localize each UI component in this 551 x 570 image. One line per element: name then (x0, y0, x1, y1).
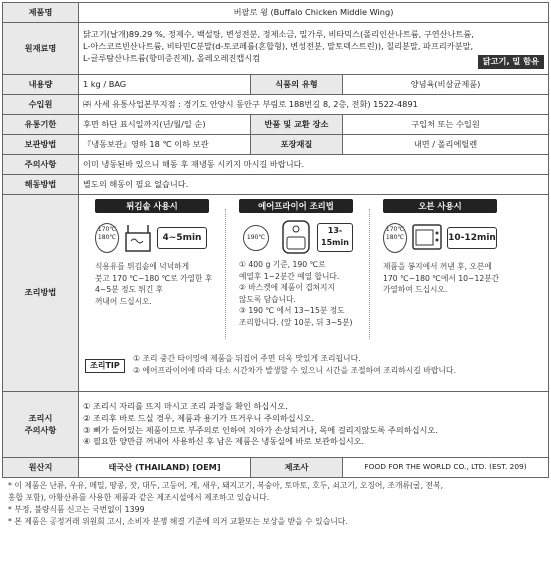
panel-divider (369, 209, 370, 339)
oven-instructions: 제품을 봉지에서 꺼낸 후, 오븐에 170 ℃~180 ℃에서 10~12분간 가열하여 드십시오. (383, 262, 500, 295)
origin-label: 원산지 (3, 458, 79, 478)
fryer-instructions: 식용유를 튀김솥에 넉넉하게 붓고 170 ℃~180 ℃로 가열한 후 4~5분 정도 튀긴 후 꺼내어 드십시오. (95, 262, 213, 306)
food-type-value: 양념육(비살균제품) (343, 75, 549, 95)
manufacturer-label: 제조사 (251, 458, 343, 478)
footnote-line: 홍합 포함), 아황산류를 사용한 제품과 같은 제조시설에서 제조하고 있습니다. (8, 493, 270, 503)
airfryer-icon (279, 219, 313, 255)
row-cook-caution (3, 392, 549, 458)
footnote-line: * 이 제품은 난류, 우유, 메밀, 땅콩, 잣, 대두, 고등어, 게, 새우, 돼지고기, 복숭아, 토마토, 호두, 쇠고기, 오징어, 조개류(굴, 전복, (8, 481, 444, 490)
ingredients-value (79, 23, 549, 75)
row-importer (3, 95, 549, 115)
footnote-line: * 부정, 불량식품 신고는 국번없이 1399 (8, 505, 145, 515)
footnote-line: * 본 제품은 공정거래 위원회 고시, 소비자 분쟁 해결 기준에 의거 교환또는 보상을 받을 수 있습니다. (8, 517, 348, 527)
importer-label: 수입원 (3, 95, 79, 115)
cooking-content (79, 195, 549, 392)
caution-value: 이미 냉동된바 있으니 해동 후 재냉동 시키지 마시길 바랍니다. (79, 155, 549, 175)
temperature-icon: 170℃ 180℃ (383, 223, 407, 253)
ingredients-label: 원재료명 (3, 23, 79, 75)
expiry-value: 후면 하단 표시일까지(년/월/일 순) (79, 115, 251, 135)
cooking-tip-text: ① 조리 중간 타이밍에 제품을 뒤집어 주면 더욱 맛있게 조리됩니다. ② 에어프라이어에 따라 다소 시간차가 발생할 수 있으니 시간을 조절하여 조리하시길 바랍니다. (133, 354, 456, 376)
temperature-icon: 190℃ (243, 225, 269, 251)
fryer-icon (123, 219, 153, 255)
importer-value: ㈜ 사세 유통사업본부지점 : 경기도 안양시 동안구 부림로 188번길 8, 2층, 전화) 1522-4891 (79, 95, 549, 115)
caution-label: 주의사항 (3, 155, 79, 175)
capacity-value: 1 kg / BAG (79, 75, 251, 95)
ingredients-line: L-아스코르빈산나트륨, 비타민C분말(d-토코페롤(혼합형), 변성전분, 말토덱스트린)), 칠리분말, 파프리카분말, (83, 41, 474, 52)
row-thaw (3, 175, 549, 195)
airfryer-panel-title: 에어프라이어 조리법 (239, 199, 353, 213)
storage-value: 『냉동보관』영하 18 ℃ 이하 보관 (79, 135, 251, 155)
cooking-tip-badge: 조리TIP (85, 359, 125, 373)
fryer-illustration (95, 219, 209, 255)
row-storage (3, 135, 549, 155)
row-capacity (3, 75, 549, 95)
allergen-badge: 닭고기, 밀 함유 (478, 55, 544, 69)
cooking-label: 조리방법 (3, 195, 79, 392)
panel-divider (225, 209, 226, 339)
airfryer-illustration (239, 219, 353, 255)
thaw-label: 해동방법 (3, 175, 79, 195)
oven-illustration (383, 219, 497, 255)
footnotes (2, 480, 548, 528)
cook-time-display: 13-15min (317, 223, 353, 252)
oven-panel-title: 오븐 사용시 (383, 199, 497, 213)
product-info-table (2, 2, 549, 478)
ingredients-line: L-글루탐산나트륨(향미증진제), 올레오레진캡시컴 닭고기, 밀 함유 (83, 53, 544, 65)
return-place-label: 반품 및 교환 장소 (251, 115, 343, 135)
row-ingredients (3, 23, 549, 75)
capacity-label: 내용량 (3, 75, 79, 95)
row-cooking (3, 195, 549, 392)
return-place-value: 구입처 또는 수입원 (343, 115, 549, 135)
airfryer-instructions: ① 400 g 기준, 190 ℃로 예열후 1~2분간 예열 합니다. ② 바스켓에 제품이 겹쳐지지 않도록 담습니다. ③ 190 ℃ 에서 13~15분 정도 조리합니다. (앞 10분, 뒤 3~5분) (239, 260, 353, 327)
origin-value: 태국산 (THAILAND) [OEM] (79, 458, 251, 478)
product-label-sheet (2, 2, 548, 528)
row-expiry (3, 115, 549, 135)
packaging-value: 내면 / 폴리에틸렌 (343, 135, 549, 155)
product-name-label: 제품명 (3, 3, 79, 23)
oven-icon (411, 221, 443, 253)
row-caution (3, 155, 549, 175)
packaging-label: 포장재질 (251, 135, 343, 155)
fryer-panel-title: 튀김솥 사용시 (95, 199, 209, 213)
temperature-icon: 170℃ 180℃ (95, 223, 119, 253)
cook-caution-value: ① 조리시 자리를 뜨지 마시고 조리 과정을 확인 하십시오. ② 조리후 바로 드실 경우, 제품과 용기가 뜨거우니 주의하십시오. ③ 뼈가 들어있는 제품이므로 부주의로 인하여 치아가 손상되거나, 목에 걸리지않도록 주의하십시오. ④ 필요한 양만큼 꺼내어 사용하신 후 남은 제품은 냉동실에 바로 보관하십시오. (79, 392, 549, 458)
ingredients-line: 닭고기(날개)89.29 %, 정제수, 백설탕, 변성전분, 정제소금, 밀가루, 비타믹스(폴리인산나트륨, 구연산나트륨, (83, 29, 474, 40)
cook-time-display: 10-12min (447, 227, 497, 249)
cook-time-display: 4~5min (157, 227, 207, 249)
cook-caution-label: 조리시 주의사항 (3, 392, 79, 458)
expiry-label: 유통기한 (3, 115, 79, 135)
oven-panel (371, 199, 511, 349)
row-origin (3, 458, 549, 478)
storage-label: 보관방법 (3, 135, 79, 155)
airfryer-panel (227, 199, 367, 349)
product-name-value: 버팔로 윙 (Buffalo Chicken Middle Wing) (79, 3, 549, 23)
manufacturer-value: FOOD FOR THE WORLD CO., LTD. (EST. 209) (343, 458, 549, 478)
fryer-panel (83, 199, 223, 349)
food-type-label: 식품의 유형 (251, 75, 343, 95)
row-product-name (3, 3, 549, 23)
thaw-value: 별도의 해동이 필요 없습니다. (79, 175, 549, 195)
